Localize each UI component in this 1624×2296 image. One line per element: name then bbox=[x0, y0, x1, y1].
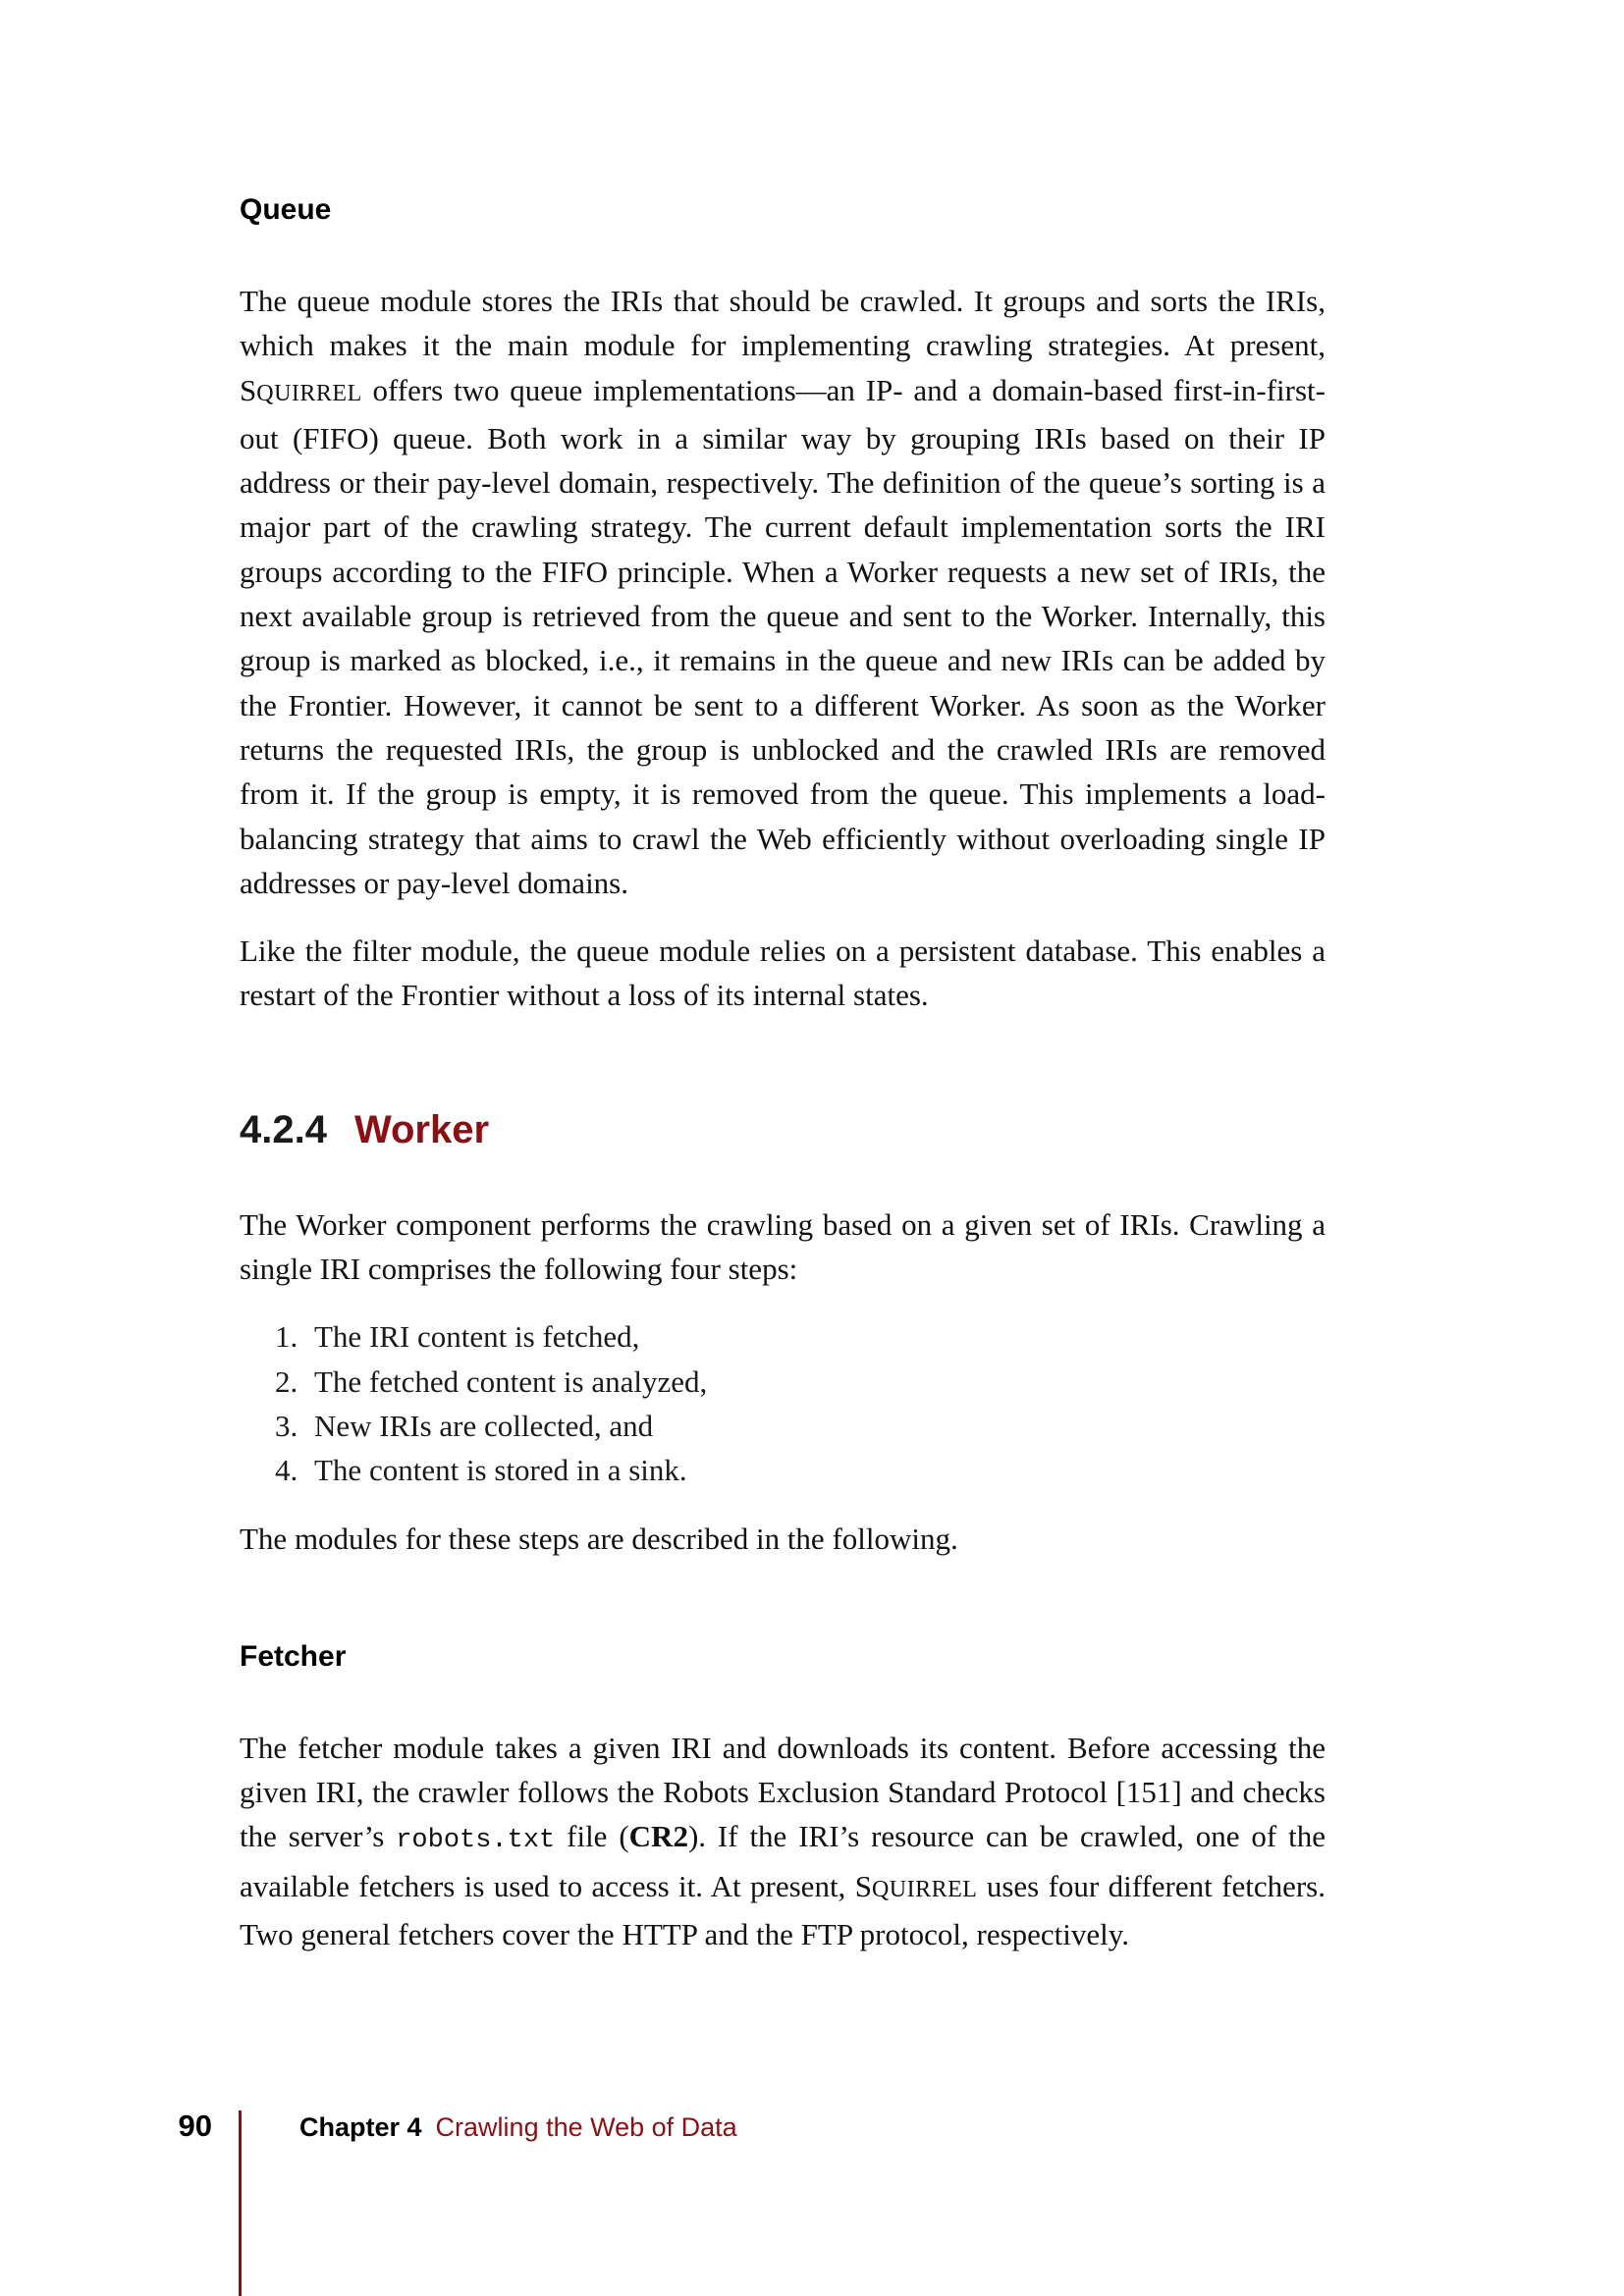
section-heading-worker bbox=[240, 1106, 1326, 1153]
chapter-label: Chapter 4 bbox=[299, 2112, 422, 2142]
footer-rule bbox=[239, 2110, 242, 2296]
paragraph-fetcher bbox=[240, 1726, 1326, 1956]
list-text: New IRIs are collected, and bbox=[314, 1408, 654, 1443]
main-content bbox=[240, 192, 1326, 1956]
small-caps-initial: S bbox=[854, 1868, 872, 1903]
running-footer bbox=[299, 2112, 737, 2143]
chapter-title: Crawling the Web of Data bbox=[435, 2112, 737, 2142]
page-number: 90 bbox=[178, 2109, 212, 2143]
subsection-heading-fetcher: Fetcher bbox=[240, 1639, 347, 1673]
paragraph-worker-intro: The Worker component performs the crawling based on a given set of IRIs. Crawling a single IRI comprises the following four steps: bbox=[240, 1206, 1326, 1287]
text-run: uses four different fetchers. Two general fetchers cover the HTTP and the FTP protocol, respectively. bbox=[240, 1868, 1326, 1952]
list-text: The fetched content is analyzed, bbox=[314, 1363, 708, 1399]
list-text: The IRI content is fetched, bbox=[314, 1319, 640, 1355]
small-caps-initial: S bbox=[240, 372, 257, 407]
small-caps-rest: QUIRREL bbox=[871, 1876, 978, 1902]
subsection-heading-queue: Queue bbox=[240, 193, 332, 226]
list-item: 2. The fetched content is analyzed, bbox=[275, 1363, 708, 1399]
text-run: The queue module stores the IRIs that should be crawled. It groups and sorts the IRIs, which makes it the main module for implementing crawling strategies. At present, bbox=[240, 284, 1326, 363]
paragraph-worker-outro: The modules for these steps are described in the following. bbox=[240, 1521, 958, 1556]
inline-code: robots.txt bbox=[396, 1826, 556, 1856]
text-run: ). If the IRI’s resource can be crawled, one of the available fetchers is used to access it. At present, bbox=[240, 1819, 1326, 1903]
section-number: 4.2.4 bbox=[240, 1107, 327, 1151]
small-caps-rest: QUIRREL bbox=[256, 380, 362, 406]
list-item: 1. The IRI content is fetched, bbox=[275, 1319, 640, 1355]
text-run: file ( bbox=[555, 1819, 629, 1854]
list-text: The content is stored in a sink. bbox=[314, 1453, 687, 1488]
list-item: 4. The content is stored in a sink. bbox=[275, 1453, 687, 1488]
section-title: Worker bbox=[353, 1107, 490, 1151]
worker-steps-list bbox=[240, 1314, 1326, 1492]
text-run: The fetcher module takes a given IRI and downloads its content. Before accessing the given IRI, the crawler follows the Robots Exclusion Standard Protocol [151] and checks the server’s bbox=[240, 1730, 1326, 1854]
text-run: offers two queue implementations—an IP- and a domain-based first-in-first-out (FIFO) queue. Both work in a similar way by grouping IRIs based on their IP address or their pay-level domain, respectively. The definition of the queue’s sorting is a major part of the crawling strategy. The current default implementation sorts the IRI groups according to the FIFO principle. When a Worker requests a new set of IRIs, the next available group is retrieved from the queue and sent to the Worker. Internally, this group is marked as blocked, i.e., it remains in the queue and new IRIs can be added by the Frontier. However, it cannot be sent to a different Worker. As soon as the Worker returns the requested IRIs, the group is unblocked and the crawled IRIs are removed from it. If the group is empty, it is removed from the queue. This implements a load-balancing strategy that aims to crawl the Web efficiently without overloading single IP addresses or pay-level domains. bbox=[240, 372, 1326, 900]
requirement-ref: CR2 bbox=[628, 1819, 688, 1854]
paragraph-queue-1 bbox=[240, 279, 1326, 905]
paragraph-queue-2: Like the filter module, the queue module relies on a persistent database. This enables a restart of the Frontier without a loss of its internal states. bbox=[240, 934, 1326, 1013]
list-item: 3. New IRIs are collected, and bbox=[275, 1408, 654, 1443]
